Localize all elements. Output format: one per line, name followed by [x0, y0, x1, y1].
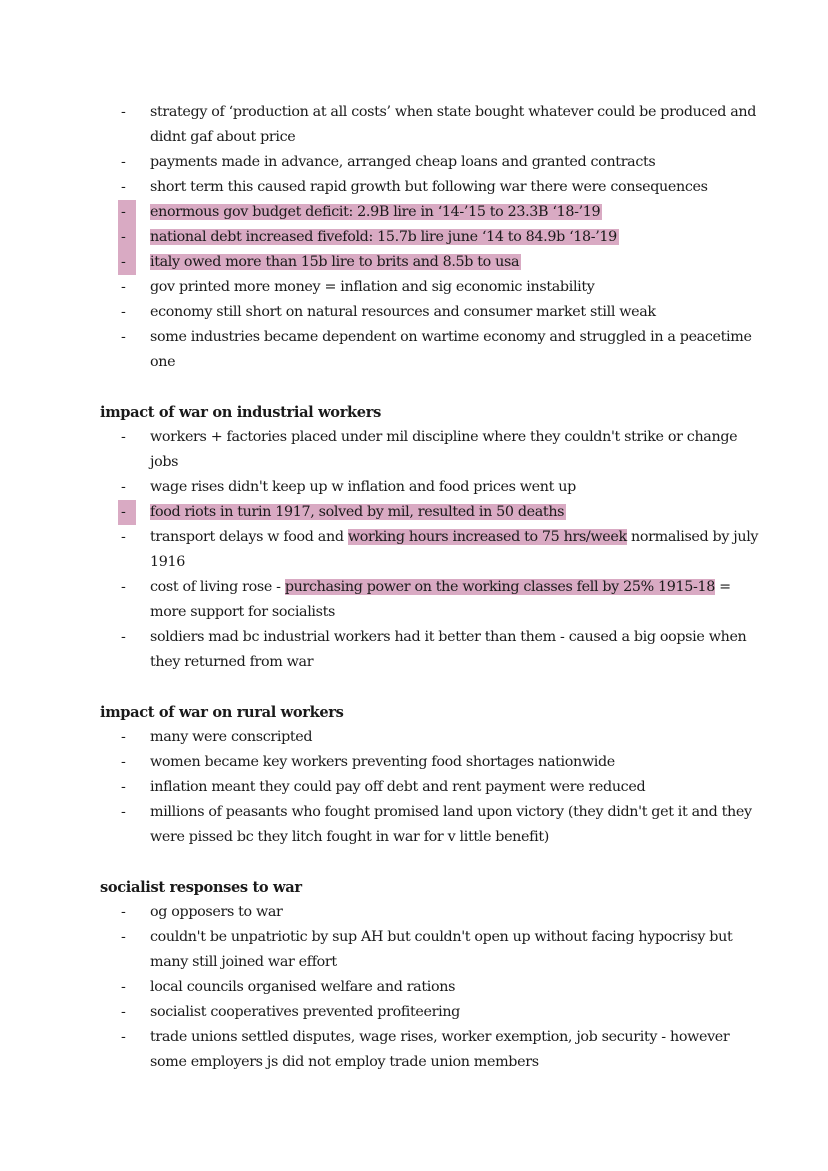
list-item-highlighted	[0, 200, 828, 225]
list-item	[0, 475, 828, 500]
bullet-dash-icon: -	[121, 429, 126, 445]
highlighted-phrase: working hours increased to 75 hrs/week	[347, 529, 627, 545]
list-item	[0, 925, 828, 975]
list-item-text: wage rises didn't keep up w inflation and food prices went up	[150, 479, 576, 495]
section-0-list	[0, 100, 828, 375]
list-item	[0, 100, 828, 150]
list-item-text: many were conscripted	[150, 729, 313, 745]
section-1-list	[0, 425, 828, 675]
list-item	[0, 525, 828, 575]
list-item	[0, 1000, 828, 1025]
list-item	[0, 625, 828, 675]
list-item	[0, 800, 828, 850]
bullet-dash-icon: -	[121, 479, 126, 495]
list-item-text: trade unions settled disputes, wage rises, worker exemption, job security - however some employers js did not employ trade union members	[150, 1029, 730, 1070]
bullet-dash-icon: -	[118, 250, 136, 275]
list-item-text: inflation meant they could pay off debt and rent payment were reduced	[150, 779, 646, 795]
bullet-dash-icon: -	[121, 154, 126, 170]
list-item-text: strategy of ‘production at all costs’ when state bought whatever could be produced and didnt gaf about price	[150, 104, 757, 145]
bullet-dash-icon: -	[121, 779, 126, 795]
section-2-list	[0, 725, 828, 850]
list-item-text: enormous gov budget deficit: 2.9B lire in ‘14-’15 to 23.3B ‘18-’19	[150, 204, 601, 220]
list-item-text: national debt increased fivefold: 15.7b lire june ‘14 to 84.9b ‘18-’19	[150, 229, 617, 245]
list-item	[0, 300, 828, 325]
list-item	[0, 725, 828, 750]
section-heading: socialist responses to war	[100, 879, 302, 896]
bullet-dash-icon: -	[121, 904, 126, 920]
list-item-text-post: normalised by july 1916	[150, 529, 759, 570]
list-item	[0, 775, 828, 800]
bullet-dash-icon: -	[121, 104, 126, 120]
bullet-dash-icon: -	[121, 329, 126, 345]
list-item-highlighted	[0, 500, 828, 525]
section-heading: impact of war on industrial workers	[100, 404, 381, 421]
list-item-text: local councils organised welfare and rations	[150, 979, 456, 995]
list-item-text: couldn't be unpatriotic by sup AH but couldn't open up without facing hypocrisy but many still joined war effort	[150, 929, 733, 970]
list-item	[0, 1025, 828, 1075]
list-item	[0, 325, 828, 375]
list-item-text: socialist cooperatives prevented profiteering	[150, 1004, 460, 1020]
bullet-dash-icon: -	[121, 304, 126, 320]
list-item	[0, 750, 828, 775]
bullet-dash-icon: -	[121, 804, 126, 820]
list-item-text-pre: cost of living rose -	[150, 579, 285, 595]
section-heading: impact of war on rural workers	[100, 704, 344, 721]
section-3-list	[0, 900, 828, 1075]
list-item-highlighted	[0, 250, 828, 275]
list-item	[0, 975, 828, 1000]
bullet-dash-icon: -	[121, 754, 126, 770]
list-item-text-post: = more support for socialists	[150, 579, 731, 620]
bullet-dash-icon: -	[121, 579, 126, 595]
bullet-dash-icon: -	[121, 179, 126, 195]
list-item-text: economy still short on natural resources and consumer market still weak	[150, 304, 656, 320]
list-item	[0, 425, 828, 475]
list-item-text: short term this caused rapid growth but following war there were consequences	[150, 179, 708, 195]
list-item-text: millions of peasants who fought promised land upon victory (they didn't get it and they were pissed bc they litch fought in war for v little benefit)	[150, 804, 752, 845]
bullet-dash-icon: -	[121, 729, 126, 745]
bullet-dash-icon: -	[121, 979, 126, 995]
list-item-text: food riots in turin 1917, solved by mil, resulted in 50 deaths	[150, 504, 565, 520]
list-item-text: workers + factories placed under mil discipline where they couldn't strike or change jobs	[150, 429, 738, 470]
list-item-text: og opposers to war	[150, 904, 283, 920]
list-item-text: some industries became dependent on wartime economy and struggled in a peacetime one	[150, 329, 752, 370]
list-item	[0, 175, 828, 200]
bullet-dash-icon: -	[121, 529, 126, 545]
list-item	[0, 575, 828, 625]
bullet-dash-icon: -	[118, 500, 136, 525]
list-item-text: payments made in advance, arranged cheap loans and granted contracts	[150, 154, 656, 170]
bullet-dash-icon: -	[121, 1004, 126, 1020]
list-item	[0, 900, 828, 925]
bullet-dash-icon: -	[121, 1029, 126, 1045]
bullet-dash-icon: -	[121, 279, 126, 295]
notes-page	[0, 100, 828, 1075]
bullet-dash-icon: -	[121, 929, 126, 945]
bullet-dash-icon: -	[118, 200, 136, 225]
list-item-text-pre: transport delays w food and	[150, 529, 348, 545]
bullet-dash-icon: -	[121, 629, 126, 645]
list-item	[0, 275, 828, 300]
list-item-text: gov printed more money = inflation and sig economic instability	[150, 279, 595, 295]
highlighted-phrase: purchasing power on the working classes fell by 25% 1915-18	[284, 579, 715, 595]
list-item-text: soldiers mad bc industrial workers had it better than them - caused a big oopsie when they returned from war	[150, 629, 747, 670]
bullet-dash-icon: -	[118, 225, 136, 250]
list-item-text: italy owed more than 15b lire to brits and 8.5b to usa	[150, 254, 520, 270]
list-item	[0, 150, 828, 175]
list-item-text: women became key workers preventing food shortages nationwide	[150, 754, 615, 770]
list-item-highlighted	[0, 225, 828, 250]
